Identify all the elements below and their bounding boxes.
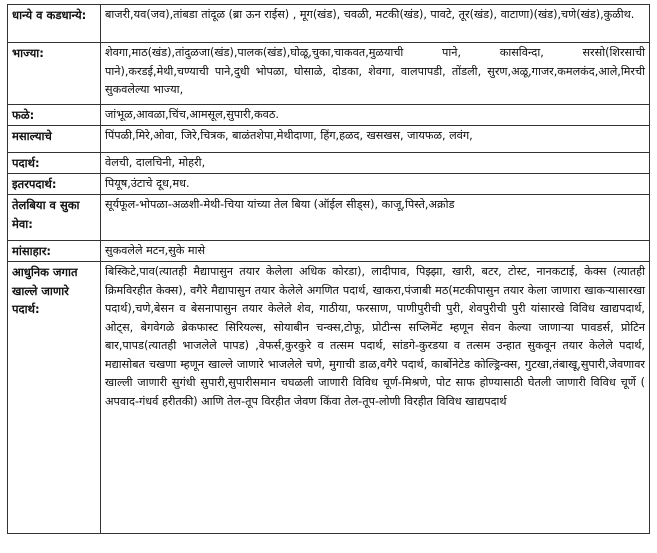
table-row [8, 43, 650, 105]
table-row [8, 174, 650, 195]
food-table [7, 4, 650, 534]
table-row [8, 5, 650, 43]
items-cell: सूर्यफूल-भोपळा-अळशी-मेथी-चिया यांच्या तेल बिया (ऑईल सीड्स), काजू,पिस्ते,अक्रोड [101, 195, 650, 241]
category-cell: आधुनिक जगात खाल्ले जाणारे पदार्थ: [8, 262, 101, 534]
category-cell: तेलबिया व सुका मेवा: [8, 195, 101, 241]
items-cell: पियूष,उंटाचे दूध,मध. [101, 174, 650, 195]
category-cell: मसाल्याचे [8, 126, 101, 153]
items-cell: बाजरी,यव(जव),तांबडा तांदूळ (ब्रा ऊन राईस) , मूग(खंड), चवळी, मटकी(खंड), पावटे, तूर(खंड), वाटाणा)(खंड),चणे(खंड),कुळीथ. [101, 5, 650, 43]
table-row [8, 126, 650, 153]
table-row [8, 195, 650, 241]
category-cell: इतरपदार्थ: [8, 174, 101, 195]
category-cell: पदार्थ: [8, 153, 101, 174]
items-cell: जांभूळ,आवळा,चिंच,आमसूल,सुपारी,कवठ. [101, 105, 650, 126]
items-cell: वेलची, दालचिनी, मोहरी, [101, 153, 650, 174]
category-cell: फळे: [8, 105, 101, 126]
table-row [8, 153, 650, 174]
table-row [8, 105, 650, 126]
items-cell: शेवगा,माठ(खंड),तांदुळजा(खंड),पालक(खंड),घोळू,चुका,चाकवत,मुळयाची पाने, कासविन्दा, सरसो(शिरसाची पाने),करडई,मेथी,चण्याची पाने,दुधी भोपळा, घोसाळे, दोडका, शेवगा, वालपापडी, तोंडली, सुरण,अळू,गाजर,कमलकंद,आले,मिरची सुकवलेल्या भाज्या, [101, 43, 650, 105]
items-cell: पिंपळी,मिरे,ओवा, जिरे,चित्रक, बाळंतशेपा,मेथीदाणा, हिंग,हळद, खसखस, जायफळ, लवंग, [101, 126, 650, 153]
table-row [8, 262, 650, 534]
items-cell: सुकवलेले मटन,सुके मासे [101, 241, 650, 262]
category-cell: मांसाहार: [8, 241, 101, 262]
items-cell: बिस्किटे,पाव(त्यातही मैद्यापासुन तयार केलेला अधिक कोरडा), लादीपाव, पिझ्झा, खारी, बटर, टोस्ट, नानकटाई, केक्स (त्यातही क्रिमविरहीत केक्स), वगैरे मैद्यापासुन तयार केलेले अगणित पदार्थ, खाकरा,पंजाबी मठ(मटकीपासुन तयार केला जाणारा खाकऱ्यासारखा पदार्थ),चणे,बेसन व बेसनापासुन तयार केलेले शेव, गाठीया, फरसाण, पाणीपुरीची पुरी, शेवपुरीची पुरी यांसारखे विविध खाद्यपदार्थ, ओट्स, बेगवेगळे ब्रेकफास्ट सिरियल्स, सोयाबीन चन्क्स,टोफू, प्रोटीन्स सप्लिमेंट म्हणून सेवन केल्या जाणाऱ्या पावडर्स, प्रोटिन बार,पापड(त्यातही भाजलेले पापड) ,वेफर्स,कुरकुरे व तत्सम पदार्थ, सांडगे-कुरडया व तत्सम उन्हात सुकवून तयार केलेले पदार्थ, मद्यासोबत चखणा म्हणून खाल्ले जाणारे भाजलेले चणे, मुगाची डाळ,वगैरे पदार्थ, कार्बोनेटेड कोल्ड्रिन्क्स, गुटखा,तंबाखू,सुपारी,जेवणावर खाल्ली जाणारी सुगंधी सुपारी,सुपारीसमान चघळली जाणारी विविध चूर्ण-मिश्रणे, पोट साफ होण्यासाठी घेतली जाणारी विविध चूर्णे ( अपवाद-गंधर्व हरीतकी) आणि तेल-तूप विरहीत जेवण किंवा तेल-तूप-लोणी विरहीत विविध खाद्यपदार्थ [101, 262, 650, 534]
table-row [8, 241, 650, 262]
category-cell: भाज्या: [8, 43, 101, 105]
category-cell: धान्ये व कडधान्ये: [8, 5, 101, 43]
